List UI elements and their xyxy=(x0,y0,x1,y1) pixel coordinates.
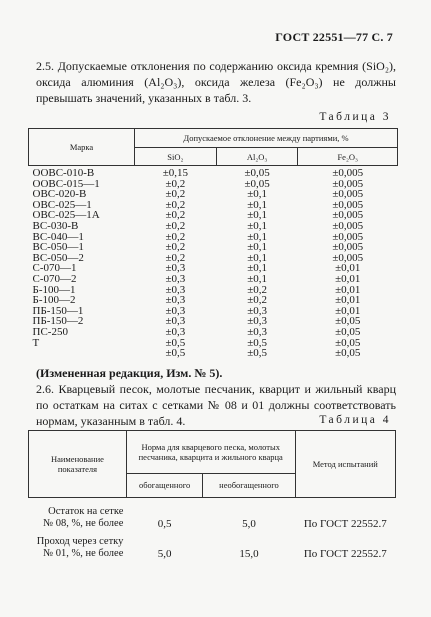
paragraph-2-5: 2.5. Допускаемые отклонения по содержанию оксида кремния (SiO₂), оксида алюминия (Al₂O₃), оксида железа (Fe₂O₃) не должны превышать значений, указанных в табл. 3. xyxy=(36,59,396,105)
cell-mark xyxy=(29,348,135,359)
table-4-caption: Таблица 4 xyxy=(319,414,391,426)
table-3 xyxy=(28,128,398,359)
cell-fe2o3: ±0,01 xyxy=(335,304,361,317)
cell-mark: ОВС-025—1 xyxy=(32,198,92,211)
cell-al2o3: ±0,3 xyxy=(247,304,267,317)
table-row xyxy=(29,274,398,285)
cell-fe2o3: ±0,005 xyxy=(332,219,364,232)
cell-mark: С-070—2 xyxy=(32,272,77,285)
cell-al2o3: ±0,1 xyxy=(247,241,267,254)
row-label-line1: Остаток на сетке xyxy=(48,505,124,517)
cell-method: По ГОСТ 22552.7 xyxy=(303,547,387,560)
table-row xyxy=(29,530,396,560)
table-row xyxy=(29,327,398,338)
cell-al2o3: ±0,5 xyxy=(247,336,267,349)
cell-fe2o3: ±0,05 xyxy=(335,315,361,328)
cell-al2o3: ±0,1 xyxy=(247,188,267,201)
cell-sio2: ±0,3 xyxy=(165,283,186,296)
col-sio2-header: SiO₂ xyxy=(135,148,217,166)
cell-al2o3: ±0,1 xyxy=(247,262,267,275)
cell-sio2: ±0,2 xyxy=(165,219,186,232)
cell-nonenriched: 5,0 xyxy=(242,517,256,530)
cell-mark: ПС-250 xyxy=(32,325,68,338)
cell-mark: ВС-030-В xyxy=(32,219,79,232)
row-label-line2: № 01, %, не более xyxy=(43,547,124,559)
cell-al2o3: ±0,2 xyxy=(247,294,267,307)
cell-fe2o3: ±0,01 xyxy=(335,294,361,307)
cell-al2o3: ±0,3 xyxy=(247,325,267,338)
cell-fe2o3: ±0,005 xyxy=(332,188,364,201)
cell-fe2o3: ±0,01 xyxy=(335,262,361,275)
cell-sio2: ±0,3 xyxy=(165,262,186,275)
cell-mark: ОВС-020-В xyxy=(32,188,87,201)
cell-fe2o3: ±0,01 xyxy=(335,283,361,296)
cell-al2o3: ±0,05 xyxy=(244,177,270,190)
cell-sio2: ±0,5 xyxy=(165,336,186,349)
col-method-header: Метод испытаний xyxy=(295,431,395,498)
col-norm-header: Норма для кварцевого песка, молотых песчаника, кварцита и жильного кварца xyxy=(126,431,295,474)
cell-al2o3: ±0,1 xyxy=(247,272,267,285)
cell-al2o3: ±0,1 xyxy=(247,219,267,232)
cell-fe2o3: ±0,05 xyxy=(335,325,361,338)
cell-fe2o3: ±0,005 xyxy=(332,241,364,254)
cell-mark: ПБ-150—2 xyxy=(32,315,84,328)
table-row xyxy=(29,348,398,359)
cell-mark: ВС-040—1 xyxy=(32,230,84,243)
cell-sio2: ±0,3 xyxy=(165,272,186,285)
table-4 xyxy=(28,430,396,560)
cell-method: По ГОСТ 22552.7 xyxy=(303,517,387,530)
col-fe2o3-header: Fe₂O₃ xyxy=(298,148,398,166)
cell-mark: ПБ-150—1 xyxy=(32,304,84,317)
cell-fe2o3: ±0,01 xyxy=(335,272,361,285)
cell-al2o3: ±0,2 xyxy=(247,283,267,296)
cell-sio2: ±0,2 xyxy=(165,177,186,190)
cell-sio2: ±0,2 xyxy=(165,188,186,201)
cell-sio2: ±0,3 xyxy=(165,294,186,307)
cell-sio2: ±0,2 xyxy=(165,198,186,211)
cell-mark: ООВС-015—1 xyxy=(32,177,100,190)
cell-mark: ВС-050—2 xyxy=(32,251,84,264)
cell-fe2o3: ±0,05 xyxy=(335,336,361,349)
cell-mark: Т xyxy=(32,336,40,349)
cell-fe2o3: ±0,005 xyxy=(332,177,364,190)
cell-al2o3: ±0,3 xyxy=(247,315,267,328)
cell-al2o3: ±0,05 xyxy=(244,167,270,179)
cell-fe2o3: ±0,05 xyxy=(335,347,361,360)
col-nonenriched-header: необогащенного xyxy=(203,473,295,497)
paragraph-2-6: 2.6. Кварцевый песок, молотые песчаник, кварцит и жильный кварц по остаткам на ситах с сетками № 08 и 01 должны соответствовать нормам, указанным в табл. 4. xyxy=(36,382,396,428)
cell-al2o3: ±0,5 xyxy=(247,347,267,360)
cell-sio2: ±0,2 xyxy=(165,230,186,243)
cell-sio2: ±0,3 xyxy=(165,304,186,317)
cell-al2o3: ±0,1 xyxy=(247,251,267,264)
table-row xyxy=(29,498,396,530)
row-label xyxy=(29,530,127,560)
cell-sio2: ±0,3 xyxy=(165,325,186,338)
cell-mark: ВС-050—1 xyxy=(32,241,84,254)
col-name-header: Наименование показателя xyxy=(29,431,127,498)
page-header: ГОСТ 22551—77 С. 7 xyxy=(275,30,393,44)
cell-mark: Б-100—1 xyxy=(32,283,76,296)
table-row xyxy=(29,221,398,232)
cell-fe2o3: ±0,005 xyxy=(332,167,364,179)
table-row xyxy=(29,166,398,179)
cell-fe2o3: ±0,005 xyxy=(332,230,364,243)
cell-al2o3: ±0,1 xyxy=(247,230,267,243)
cell-mark: Б-100—2 xyxy=(32,294,76,307)
cell-sio2: ±0,2 xyxy=(165,209,186,222)
cell-al2o3: ±0,1 xyxy=(247,198,267,211)
cell-enriched: 0,5 xyxy=(157,517,172,530)
row-label-line2: № 08, %, не более xyxy=(43,517,124,529)
cell-enriched: 5,0 xyxy=(157,547,172,560)
cell-fe2o3: ±0,005 xyxy=(332,198,364,211)
cell-fe2o3: ±0,005 xyxy=(332,209,364,222)
col-al2o3-header: Al₂O₃ xyxy=(216,148,298,166)
cell-sio2: ±0,2 xyxy=(165,241,186,254)
table-3-caption: Таблица 3 xyxy=(319,111,391,123)
row-label-line1: Проход через сетку xyxy=(36,535,124,547)
cell-sio2: ±0,2 xyxy=(165,251,186,264)
cell-sio2: ±0,3 xyxy=(165,315,186,328)
cell-mark: ООВС-010-В xyxy=(32,167,95,179)
col-group-header: Допускаемое отклонение между партиями, % xyxy=(135,129,398,148)
cell-mark: С-070—1 xyxy=(32,262,77,275)
row-label xyxy=(29,498,127,530)
edition-note: (Измененная редакция, Изм. № 5). xyxy=(36,366,223,380)
cell-nonenriched: 15,0 xyxy=(239,547,259,560)
col-enriched-header: обогащенного xyxy=(126,473,202,497)
cell-mark: ОВС-025—1А xyxy=(32,209,100,222)
cell-sio2: ±0,15 xyxy=(162,167,189,179)
cell-sio2: ±0,5 xyxy=(165,347,186,360)
cell-fe2o3: ±0,005 xyxy=(332,251,364,264)
col-mark-header: Марка xyxy=(29,129,135,166)
cell-al2o3: ±0,1 xyxy=(247,209,267,222)
